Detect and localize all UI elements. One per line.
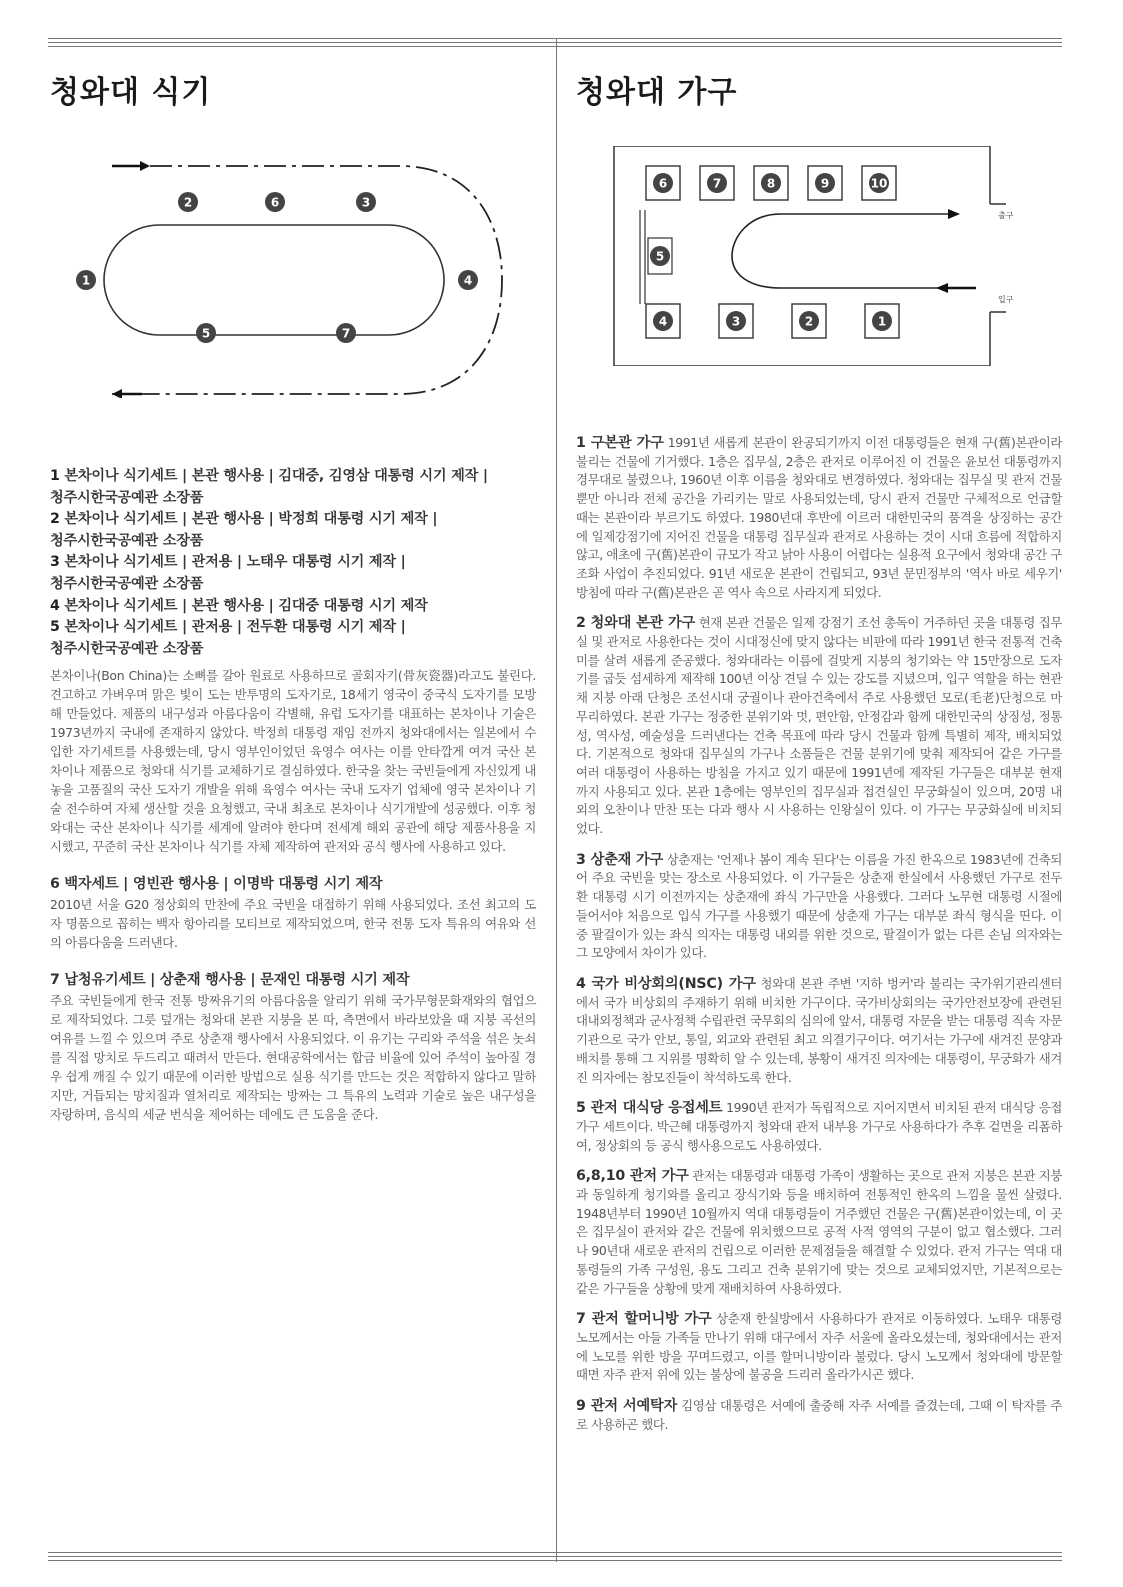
- furniture-entry-3: 3 상춘재 가구 상춘재는 '언제나 봄이 계속 된다'는 이름을 가진 한옥으로 1983년에 건축되어 주요 국빈을 맞는 장소로 사용되었다. 이 가구들은 상춘재 한실에서 사용했던 가구로 전두환 대통령 시기 이전까지는 상춘재에 좌식 가구만을 사용했다. 그러다 노무현 대통령 시절에 들어서야 처음으로 입식 가구를 사용했기 때문에 상춘재 가구는 대부분 좌식 형식을 띤다. 이 중 팔걸이가 있는 좌식 의자는 대통령 내외를 위한 것으로, 팔걸이가 없는 다른 손님 의자와는 그 모양에서 차이가 있다.: [576, 851, 1062, 961]
- svg-text:7: 7: [341, 326, 351, 341]
- furniture-entry-7: 7 관저 할머니방 가구 상춘재 한실방에서 사용하다가 관저로 이동하였다. 노태우 대통령 노모께서는 아들 가족들 만나기 위해 대구에서 자주 서울에 올라오셨는데, 청와대에서는 관저에 노모를 위한 방을 꾸며드렸고, 이를 할머니방이라 불렀다. 당시 노모께서 청와대에 방문할 때면 자주 관저 위에 있는 불상에 불공을 드리러 올라가시곤 했다.: [576, 1311, 1062, 1383]
- furniture-entries: [576, 434, 1062, 1434]
- caption-line: 청주시한국공예관 소장품: [50, 489, 204, 506]
- svg-text:6: 6: [658, 176, 668, 191]
- furniture-entry-9: 9 관저 서예탁자 김영삼 대통령은 서예에 출중해 자주 서예를 즐겼는데, 그때 이 탁자를 주로 사용하곤 했다.: [576, 1398, 1062, 1432]
- top-rule-3: [48, 46, 1062, 47]
- svg-text:6: 6: [270, 195, 280, 210]
- caption-line: 5 본차이나 식기세트 | 관저용 | 전두환 대통령 시기 제작 |: [50, 619, 406, 636]
- bottom-rule-2: [48, 1556, 1062, 1557]
- furniture-box-5: [648, 238, 672, 274]
- svg-text:3: 3: [361, 195, 371, 210]
- bone-china-intro: 본차이나(Bon China)는 소뼈를 갈아 원료로 사용하므로 골회자기(骨灰瓷器)라고도 불린다. 견고하고 가벼우며 맑은 빛이 도는 반투명의 도자기로, 18세기 영국이 중국식 도자기를 모방해 만들었다. 제품의 내구성과 아름다움이 각별해, 유럽 도자기를 대표하는 본차이나 기술은 1973년까지 국내에 존재하지 않았다. 박정희 대통령 재임 전까지 청와대에서는 일본에서 수입한 자기세트를 사용했는데, 당시 영부인이었던 육영수 여사는 이를 안타깝게 여겨 국산 본차이나 제품으로 청와대 식기를 교체하기로 결심하였다. 한국을 찾는 국빈들에게 자신있게 내놓을 고품질의 국산 도자기 개발을 위해 육영수 여사는 국내 도자기 업체에 영국 본차이나 기술 전수하여 자체 생산할 것을 요청했고, 국내 최초로 본차이나 식기개발에 성공했다. 이후 청와대는 국산 본차이나 식기를 세계에 알려야 한다며 전세계 해외 공관에 해당 제품사용을 지시했고, 꾸준히 국산 본차이나 식기를 자체 제작하여 관저와 공식 행사에 사용하고 있다.: [50, 668, 536, 855]
- badge-7: [336, 323, 356, 343]
- svg-text:2: 2: [183, 195, 193, 210]
- svg-text:10: 10: [870, 176, 888, 191]
- section-6-body: 2010년 서울 G20 정상회의 만찬에 주요 국빈을 대접하기 위해 사용되었다. 조선 최고의 도자 명품으로 꼽히는 백자 항아리를 모티브로 제작되었으며, 한국 전통 도자 특유의 여유와 선의 아름다움을 드러낸다.: [50, 897, 536, 951]
- furniture-box-9: [808, 166, 842, 200]
- tableware-column: [50, 74, 536, 1124]
- svg-text:3: 3: [731, 314, 741, 329]
- exit-label: 출구: [998, 211, 1014, 220]
- bottom-rule-1: [48, 1552, 1062, 1553]
- section-6-heading: 6 백자세트 | 영빈관 행사용 | 이명박 대통령 시기 제작: [50, 876, 383, 893]
- room-layout-svg: [576, 146, 1062, 366]
- oval-table: [104, 225, 444, 335]
- table-route-svg: [50, 158, 536, 398]
- caption-line: 3 본차이나 식기세트 | 관저용 | 노태우 대통령 시기 제작 |: [50, 554, 406, 571]
- caption-line: 4 본차이나 식기세트 | 본관 행사용 | 김대중 대통령 시기 제작: [50, 597, 428, 614]
- badge-2: [178, 192, 198, 212]
- furniture-box-7: [700, 166, 734, 200]
- svg-text:9: 9: [820, 176, 830, 191]
- tableware-captions: [50, 466, 536, 660]
- furniture-box-8: [754, 166, 788, 200]
- svg-text:1: 1: [877, 314, 887, 329]
- svg-text:4: 4: [658, 314, 668, 329]
- tableware-diagram: [50, 158, 536, 398]
- furniture-entry-1: 1 구본관 가구 1991년 새롭게 본관이 완공되기까지 이전 대통령들은 현재 구(舊)본관이라 불리는 건물에 기거했다. 1층은 집무실, 2층은 관저로 이루어진 이 건물은 윤보선 대통령까지 경무대로 불렸으나, 1960년 이후 이름을 청와대로 변경하였다. 청와대는 집무실 및 관저 건물뿐만 아니라 전체 공간을 가리키는 말로 사용되었는데, 당시 관저 건물만 구체적으로 언급할 때는 본관이라 부르기도 하였다. 1980년대 후반에 이르러 대한민국의 품격을 상징하는 공간에 일제강점기에 지어진 건물을 대통령 집무실과 관저로 사용하는 것이 시대 흐름에 적합하지 않고, 애초에 구(舊)본관이 규모가 작고 낡아 사용이 어렵다는 실용적 요구에서 청와대 공간 구조화 사업이 추진되었다. 91년 새로운 본관이 건립되고, 93년 문민정부의 '역사 바로 세우기' 방침에 따라 구(舊)본관은 곧 역사 속으로 사라지게 되었다.: [576, 435, 1062, 600]
- caption-line: 청주시한국공예관 소장품: [50, 532, 204, 549]
- furniture-entry-5: 5 관저 대식당 응접세트 1990년 관저가 독립적으로 지어지면서 비치된 관저 대식당 응접가구 세트이다. 박근혜 대통령까지 청와대 관저 내부용 가구로 사용하다가 추후 겉면을 리폼하여, 정상회의 등 공식 행사용으로도 사용하였다.: [576, 1100, 1062, 1153]
- bottom-rule-3: [48, 1560, 1062, 1561]
- badge-5: [196, 323, 216, 343]
- route-arrow-left: [112, 389, 122, 398]
- furniture-diagram: [576, 146, 1062, 366]
- furniture-box-2: [792, 304, 826, 338]
- svg-text:7: 7: [712, 176, 722, 191]
- route-arrow-right: [140, 161, 150, 171]
- furniture-box-4: [646, 304, 680, 338]
- top-rule-2: [48, 42, 1062, 43]
- caption-line: 청주시한국공예관 소장품: [50, 640, 204, 657]
- furniture-entry-4: 4 국가 비상회의(NSC) 가구 청와대 본관 주변 '지하 벙커'라 불리는 국가위기관리센터에서 국가 비상회의 주재하기 위해 비치한 가구이다. 국가비상회의는 국가안전보장에 관련된 대내외정책과 군사정책 수립관련 국무회의 심의에 앞서, 대통령 자문을 받는 대통령 직속 자문 기관으로 국가 안보, 통일, 외교와 관련된 최고 의결기구이다. 여기서는 가구에 새겨진 문양과 배치를 통해 그 지위를 명확히 알 수 있는데, 봉황이 새겨진 의자에는 대통령이, 무궁화가 새겨진 의자에는 참모진들이 착석하도록 한다.: [576, 975, 1063, 1085]
- caption-line: 2 본차이나 식기세트 | 본관 행사용 | 박정희 대통령 시기 제작 |: [50, 511, 438, 528]
- svg-text:1: 1: [81, 273, 91, 288]
- caption-line: 청주시한국공예관 소장품: [50, 575, 204, 592]
- badge-1: [76, 270, 96, 290]
- badge-6: [265, 192, 285, 212]
- entry-label: 입구: [998, 295, 1014, 304]
- svg-text:8: 8: [766, 176, 776, 191]
- entry-arrow: [936, 283, 948, 293]
- badge-4: [458, 270, 478, 290]
- svg-text:5: 5: [655, 249, 665, 264]
- svg-text:4: 4: [463, 273, 473, 288]
- section-7-body: 주요 국빈들에게 한국 전통 방짜유기의 아름다움을 알리기 위해 국가무형문화재와의 협업으로 제작되었다. 그릇 덮개는 청와대 본관 지붕을 본 따, 측면에서 바라보았을 때 지붕 곡선의 여유를 느낄 수 있으며 주로 상춘재 행사에서 사용되었다. 이 유기는 구리와 주석을 섞은 놋쇠를 직접 망치로 두드리고 때려서 만든다. 현대공학에서는 합금 비율에 있어 주석이 높아질 경우 쉽게 깨질 수 있기 때문에 이러한 방법으로 실용 식기를 만드는 것은 적합하지 않다고 말하지만, 거듭되는 망치질과 열처리로 제작되는 방짜는 그 특유의 노력과 기술로 높은 내구성을 자랑하며, 음식의 세균 번식을 제어하는 데에도 큰 도움을 준다.: [50, 993, 536, 1123]
- top-rule-1: [48, 38, 1062, 39]
- section-7-heading: 7 납청유기세트 | 상춘재 행사용 | 문재인 대통령 시기 제작: [50, 972, 410, 989]
- column-divider: [556, 38, 557, 1562]
- exit-arrow: [948, 209, 960, 219]
- furniture-column: [576, 74, 1062, 1434]
- furniture-entry-2: 2 청와대 본관 가구 현재 본관 건물은 일제 강점기 조선 총독이 거주하던 곳을 대통령 집무실 및 관저로 사용한다는 것이 시대정신에 맞지 않다는 비판에 따라 1991년 한국 전통적 건축미를 살려 새롭게 준공했다. 청와대라는 이름에 걸맞게 지붕의 청기와는 약 15만장으로 도자기를 굽듯 섬세하게 제작해 100년 이상 견딜 수 있는 강도를 지녔으며, 입구 역할을 하는 현관채 지붕 아래 단청은 조선시대 궁궐이나 관아건축에서 주로 사용했던 모로(毛老)단청으로 마무리하였다. 본관 가구는 정중한 분위기와 멋, 편안함, 안정감과 함께 대한민국의 상징성, 정통성, 역사성, 예술성을 드러낸다는 건축 목표에 따라 당시 건물과 함께 특별히 제작, 배치되었다. 기본적으로 청와대 집무실의 가구나 소품들은 건물 분위기에 맞춰 제작되어 같은 가구를 여러 대통령이 사용하는 방침을 가지고 있기 때문에 1991년에 제작된 가구들은 대부분 현재까지 사용되고 있다. 본관 1층에는 영부인의 집무실과 접견실인 무궁화실이 있으며, 20명 내외의 오찬이나 만찬 또는 다과 행사 시 사용하는 인왕실이 있다. 이 가구는 무궁화실에 비치되었다.: [576, 615, 1062, 837]
- furniture-title: 청와대 가구: [576, 75, 738, 110]
- furniture-box-3: [719, 304, 753, 338]
- caption-line: 1 본차이나 식기세트 | 본관 행사용 | 김대중, 김영삼 대통령 시기 제작 |: [50, 468, 488, 484]
- furniture-entry-6-8-10: 6,8,10 관저 가구 관저는 대통령과 대통령 가족이 생활하는 곳으로 관저 지붕은 본관 지붕과 동일하게 청기와를 올리고 장식기와 등을 배치하여 전통적인 한옥의 느낌을 물씬 살렸다. 1948년부터 1990년 10월까지 역대 대통령들이 거주했던 건물은 구(舊)본관이었는데, 이 곳은 집무실이 관저와 같은 건물에 위치했으므로 공적 사적 영역의 구분이 없고 협소했다. 그러나 90년대 새로운 관저의 건립으로 이러한 문제점들을 해결할 수 있었다. 관저 가구는 역대 대통령들의 가족 구성원, 용도 그리고 건축 분위기에 맞는 것으로 교체되었지만, 기본적으로는 같은 가구들을 상황에 맞게 재배치하여 사용하였다.: [576, 1168, 1062, 1296]
- svg-text:5: 5: [201, 326, 211, 341]
- badge-3: [356, 192, 376, 212]
- furniture-box-6: [646, 166, 680, 200]
- tableware-title: 청와대 식기: [50, 75, 212, 110]
- svg-text:2: 2: [804, 314, 814, 329]
- furniture-box-10: [862, 166, 896, 200]
- furniture-route: [732, 214, 948, 288]
- furniture-box-1: [865, 304, 899, 338]
